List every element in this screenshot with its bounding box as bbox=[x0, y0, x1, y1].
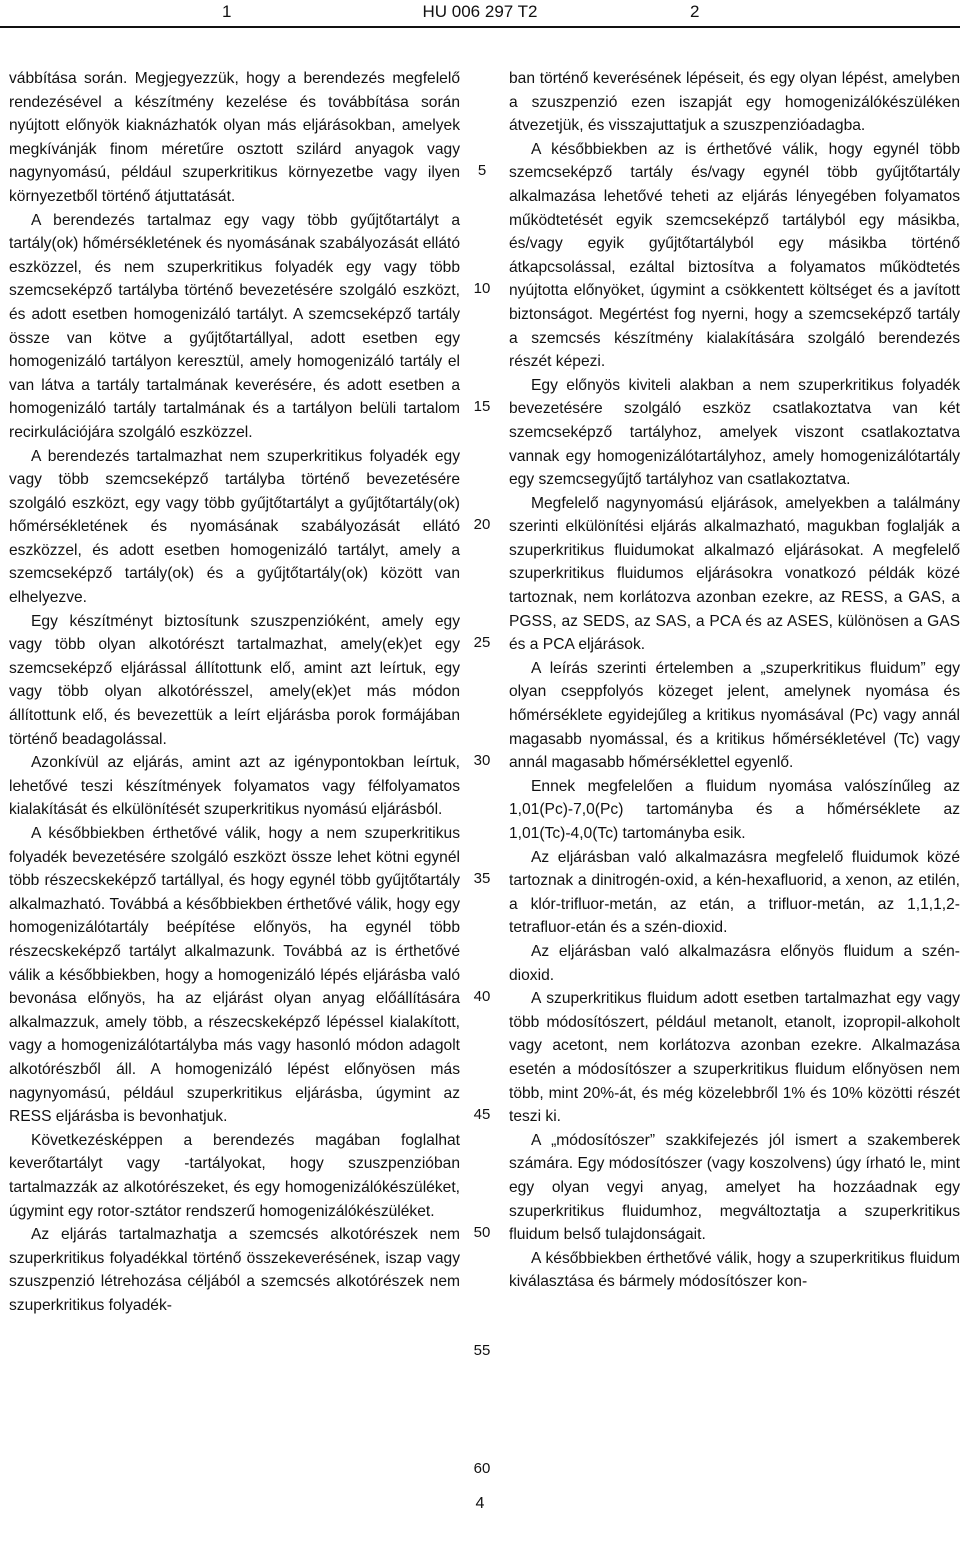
paragraph: Egy készítményt biztosítunk szuszpenzióként, amely egy vagy több olyan alkotórészt tartalmazhat, amely(ek)et egy szemcseképző eljárással állítottunk elő, amint azt leírtuk, egy vagy több olyan alkotórésszel, amely(ek)et más módon állítottunk elő, és bevezettük a leírt eljárásba porok formájában történő beadagolással. bbox=[9, 612, 460, 748]
paragraph: Az eljárás tartalmazhatja a szemcsés alkotórészek nem szuperkritikus folyadékkal történő összekeverésének, iszap vagy szuszpenzió létrehozása céljából a szemcsés alkotórészek nem szuperkritikus folyadék- bbox=[9, 1226, 460, 1314]
line-number: 25 bbox=[473, 634, 491, 651]
line-number: 5 bbox=[477, 162, 487, 179]
paragraph: A későbbiekben érthetővé válik, hogy a nem szuperkritikus folyadék bevezetésére szolgáló eszközt össze lehet kötni egynél több részecskeképző tartállyal, és hogy egynél több gyűjtőtartály alkalmazható. Továbbá a későbbiekben érthetővé válik, hogy egy homogenizálótartály beépítése előnyös, ha egynél több részecskeképző tartályt alkalmazunk. Továbbá az is érthetővé válik a későbbiekben, hogy a homogenizáló lépés eljárásba való bevonása előnyös, ha az eljárást olyan anyag előállítására alkalmazzuk, amely több, a részecskeképző lépéssel kialakított, vagy a homogenizálótartályba más vagy hasonló módon adagolt alkotórészből áll. A homogenizáló lépést előnyösen más nagynyomású, például szuperkritikus eljárásba, úgymint az RESS eljárásba is bevonhatjuk. bbox=[9, 825, 460, 1126]
paragraph: Az eljárásban való alkalmazásra megfelelő fluidumok közé tartoznak a dinitrogén-oxid, a kén-hexafluorid, a xenon, az etilén, a klór-trifluor-metán, az etán, a trifluor-metán, az 1,1,1,2-tetrafluor-etán és a szén-dioxid. bbox=[509, 848, 960, 937]
document-number: HU 006 297 T2 bbox=[422, 2, 538, 21]
line-number: 35 bbox=[473, 870, 491, 887]
line-number: 15 bbox=[473, 398, 491, 415]
right-page-number: 2 bbox=[690, 2, 700, 21]
line-number: 55 bbox=[473, 1342, 491, 1359]
paragraph: A későbbiekben érthetővé válik, hogy a szuperkritikus fluidum kiválasztása és bármely módosítószer kon- bbox=[509, 1249, 960, 1291]
paragraph: vábbítása során. Megjegyezzük, hogy a berendezés megfelelő rendezésével a készítmény kezelése és továbbítása során nyújtott előnyök kiaknázhatók olyan más eljárásokban, amelyek megkívánják finom méretűre osztott szilárd anyagok vagy nagynyomású, például szuperkritikus környezetbe vagy ilyen környezetből történő átjuttatását. bbox=[9, 70, 460, 205]
line-number: 45 bbox=[473, 1106, 491, 1123]
paragraph: Egy előnyös kiviteli alakban a nem szuperkritikus folyadék bevezetésére szolgáló eszköz csatlakoztatva van két szemcseképző tartályhoz, amelyek viszont csatlakoztatva vannak egy homogenizálótartályhoz, amely homogenizálótartály egy szemcsegyűjtő tartályhoz van csatlakoztatva. bbox=[509, 376, 960, 489]
right-column bbox=[509, 67, 960, 1294]
paragraph: A leírás szerinti értelemben a „szuperkritikus fluidum” egy olyan cseppfolyós közeget jelent, amelynek nyomása és hőmérséklete egyidejűleg a kritikus nyomásával (Pc) vagy annál magasabb nyomással, és a kritikus hőmérsékletével (Tc) vagy annál magasabb hőmérséklettel egyenlő. bbox=[509, 659, 960, 772]
line-number: 20 bbox=[473, 516, 491, 533]
paragraph: Következésképpen a berendezés magában foglalhat keverőtartályt vagy -tartályokat, hogy szuszpenzióban tartalmazzák az alkotórészeket, és egy homogenizálókészüléket, úgymint egy rotor-sztátor rendszerű homogenizálókészüléket. bbox=[9, 1131, 460, 1220]
line-number: 10 bbox=[473, 280, 491, 297]
paragraph: ban történő keverésének lépéseit, és egy olyan lépést, amelyben a szuszpenzió ezen iszapját egy homogenizálókészüléken átvezetjük, és visszajuttatjuk a szuszpenzióadagba. bbox=[509, 70, 960, 135]
paragraph: Megfelelő nagynyomású eljárások, amelyekben a találmány szerinti elkülönítési eljárás alkalmazható, magukban foglalják a szuperkritikus fluidumokat alkalmazó eljárásokat. A megfelelő szuperkritikus fluidumos eljárásokra vonatkozó példák közé tartoznak, nem korlátozva azonban ezekre, az RESS, a GAS, a PGSS, az SEDS, az SAS, a PCA és az ASES, különösen a GAS és a PCA eljárások. bbox=[509, 494, 960, 654]
paragraph: A berendezés tartalmaz egy vagy több gyűjtőtartályt a tartály(ok) hőmérsékletének és nyomásának szabályozását ellátó eszközzel, és nem szuperkritikus folyadék egy vagy több szemcseképző tartályba történő bevezetésére szolgáló eszközt, és adott esetben homogenizáló tartályt. A szemcseképző tartály össze van kötve a gyűjtőtartállyal, adott esetben egy homogenizáló tartályon keresztül, amely homogenizáló tartály el van látva a tartály tartalmának keverésére, és adott esetben a homogenizáló tartály tartalmának és a tartályon belüli tartalom recirkulációjára szolgáló eszközzel. bbox=[9, 211, 460, 441]
page-header bbox=[0, 0, 960, 28]
paragraph: Azonkívül az eljárás, amint azt az igénypontokban leírtuk, lehetővé teszi készítmények folyamatos vagy félfolyamatos kialakítását és elkülönítését szuperkritikus nyomású eljárásból. bbox=[9, 754, 460, 819]
line-number: 60 bbox=[473, 1460, 491, 1477]
paragraph: A „módosítószer” szakkifejezés jól ismert a szakemberek számára. Egy módosítószer (vagy koszolvens) úgy írható le, mint egy olyan vegyi anyag, amelyet ha hozzáadnak egy szuperkritikus fluidumhoz, megváltoztatja a szuperkritikus fluidum belső tulajdonságait. bbox=[509, 1131, 960, 1244]
left-page-number: 1 bbox=[222, 2, 232, 21]
paragraph: A későbbiekben az is érthetővé válik, hogy egynél több szemcseképző tartály és/vagy egynél több gyűjtőtartály alkalmazása lehetővé teheti az eljárás lényegében folyamatos működtetését egyik szemcseképző tartályból egy másikba, és/vagy egyik gyűjtőtartályból egy másikba történő átkapcsolással, ezáltal biztosítva a folyamatos működtetés nyújtotta előnyöket, úgymint a csökkentett költséget és a javított biztonságot. Megértést fog nyerni, hogy a szemcseképző tartály a szemcsés készítmény kialakítására szolgáló berendezés részét képezi. bbox=[509, 140, 960, 371]
left-column bbox=[9, 67, 460, 1317]
line-number: 50 bbox=[473, 1224, 491, 1241]
page-footer-number: 4 bbox=[475, 1495, 485, 1512]
paragraph: A szuperkritikus fluidum adott esetben tartalmazhat egy vagy több módosítószert, például metanolt, etanolt, izopropil-alkoholt vagy acetont, nem korlátozva azonban ezekre. Alkalmazása esetén a módosítószer a szuperkritikus fluidum előnyösen nem több, mint 20%-át, és még közelebbről 1% és 10% közötti részét teszi ki. bbox=[509, 990, 960, 1126]
line-number: 30 bbox=[473, 752, 491, 769]
paragraph: Az eljárásban való alkalmazásra előnyös fluidum a szén-dioxid. bbox=[509, 942, 960, 984]
line-number: 40 bbox=[473, 988, 491, 1005]
header-rule bbox=[0, 26, 960, 28]
paragraph: Ennek megfelelően a fluidum nyomása valószínűleg az 1,01(Pc)-7,0(Pc) tartományba és a hőmérséklete az 1,01(Tc)-4,0(Tc) tartományba esik. bbox=[509, 777, 960, 842]
paragraph: A berendezés tartalmazhat nem szuperkritikus folyadék egy vagy több szemcseképző tartályba történő bevezetésére szolgáló eszközt, egy vagy több gyűjtőtartályt a gyűjtőtartály(ok) hőmérsékletének és nyomásának szabályozását ellátó eszközzel, és adott esetben homogenizáló tartályt, amely a szemcseképző tartály(ok) és a gyűjtőtartály(ok) között van elhelyezve. bbox=[9, 447, 460, 607]
